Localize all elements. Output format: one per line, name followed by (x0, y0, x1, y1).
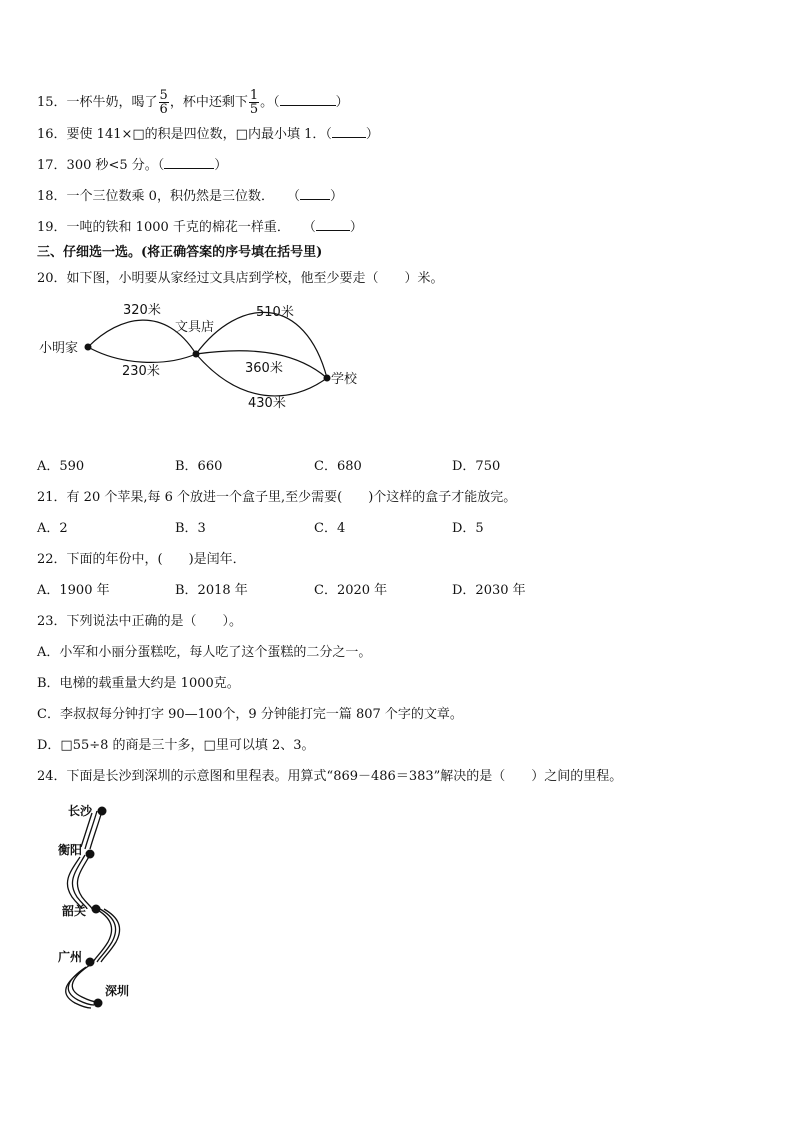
distance-label-320: 320米 (123, 303, 161, 318)
answer-blank[interactable] (316, 218, 350, 231)
q15-text-post: 。（ (260, 95, 280, 110)
store-point (193, 351, 200, 358)
guangzhou-point (86, 958, 95, 967)
question-23: 23．下列说法中正确的是（ ）。 (37, 614, 243, 629)
answer-blank[interactable] (164, 156, 214, 169)
option-a[interactable]: A．1900 年 (37, 583, 110, 598)
route-map-diagram (0, 295, 794, 425)
option-c[interactable]: C．680 (314, 459, 362, 474)
railway-route-diagram (50, 797, 180, 1012)
option-b[interactable]: B．2018 年 (175, 583, 248, 598)
question-20: 20．如下图，小明要从家经过文具店到学校，他至少要走（ ）米。 (37, 271, 444, 286)
route-home-store-lower (88, 347, 196, 362)
home-label: 小明家 (39, 341, 79, 356)
fraction-numerator: 1 (249, 88, 259, 103)
q16-close-paren: ） (365, 127, 379, 142)
q18-text: 18．一个三位数乘 0，积仍然是三位数． （ (37, 189, 300, 204)
q18-close-paren: ） (329, 189, 343, 204)
section-heading: 三、仔细选一选。(将正确答案的序号填在括号里) (37, 245, 323, 260)
q16-text: 16．要使 141×□的积是四位数，□内最小填 1．（ (37, 127, 332, 142)
city-label-shaoguan: 韶关 (62, 904, 87, 918)
option-b[interactable]: B．电梯的载重量大约是 1000克。 (37, 676, 240, 691)
option-d[interactable]: D．□55÷8 的商是三十多，□里可以填 2、3。 (37, 738, 315, 753)
fraction-numerator: 5 (159, 88, 168, 103)
option-a[interactable]: A．小军和小丽分蛋糕吃，每人吃了这个蛋糕的二分之一。 (37, 645, 372, 660)
answer-blank[interactable] (332, 125, 366, 138)
question-19 (37, 218, 363, 237)
question-22: 22．下面的年份中，( )是闰年． (37, 552, 246, 567)
question-24: 24．下面是长沙到深圳的示意图和里程表。用算式“869－486＝383”解决的是（ ）之间的里程。 (37, 769, 623, 784)
option-c[interactable]: C．李叔叔每分钟打字 90—100个，9 分钟能打完一篇 807 个字的文章。 (37, 707, 463, 722)
home-point (85, 344, 92, 351)
changsha-point (98, 807, 107, 816)
answer-blank[interactable] (300, 187, 330, 200)
option-c[interactable]: C．4 (314, 521, 346, 536)
city-label-shenzhen: 深圳 (105, 984, 130, 998)
city-label-guangzhou: 广州 (58, 950, 83, 964)
distance-label-230: 230米 (122, 364, 160, 379)
fraction-denominator: 5 (249, 102, 259, 117)
fraction-one-fifth (249, 89, 259, 116)
option-a[interactable]: A．2 (37, 521, 68, 536)
store-label: 文具店 (175, 320, 215, 335)
q17-text: 17．300 秒<5 分。（ (37, 158, 165, 173)
school-point (324, 375, 331, 382)
distance-label-430: 430米 (248, 396, 286, 411)
fraction-denominator: 6 (159, 102, 168, 117)
option-b[interactable]: B．3 (175, 521, 206, 536)
q15-text-pre: 15．一杯牛奶，喝了 (37, 95, 158, 110)
option-d[interactable]: D．5 (452, 521, 484, 536)
q19-close-paren: ） (349, 220, 363, 235)
distance-label-360: 360米 (245, 361, 283, 376)
q15-text-mid: ，杯中还剩下 (169, 95, 248, 110)
shaoguan-point (92, 905, 101, 914)
answer-blank[interactable] (280, 93, 336, 106)
question-17 (37, 156, 227, 175)
distance-label-510: 510米 (256, 305, 294, 320)
option-a[interactable]: A．590 (37, 459, 85, 474)
question-18 (37, 187, 343, 206)
q19-text: 19．一吨的铁和 1000 千克的棉花一样重． （ (37, 220, 316, 235)
shenzhen-point (94, 999, 103, 1008)
option-d[interactable]: D．2030 年 (452, 583, 526, 598)
option-c[interactable]: C．2020 年 (314, 583, 388, 598)
q15-close-paren: ） (335, 95, 349, 110)
option-b[interactable]: B．660 (175, 459, 223, 474)
school-label: 学校 (331, 372, 358, 387)
fraction-five-sixths (159, 89, 169, 116)
question-21: 21．有 20 个苹果,每 6 个放进一个盒子里,至少需要( )个这样的盒子才能放完。 (37, 490, 517, 505)
hengyang-point (86, 850, 95, 859)
option-d[interactable]: D．750 (452, 459, 501, 474)
question-16 (37, 125, 379, 144)
q17-close-paren: ） (214, 158, 228, 173)
city-label-hengyang: 衡阳 (58, 843, 83, 857)
city-label-changsha: 长沙 (68, 804, 93, 818)
question-15 (37, 89, 349, 116)
